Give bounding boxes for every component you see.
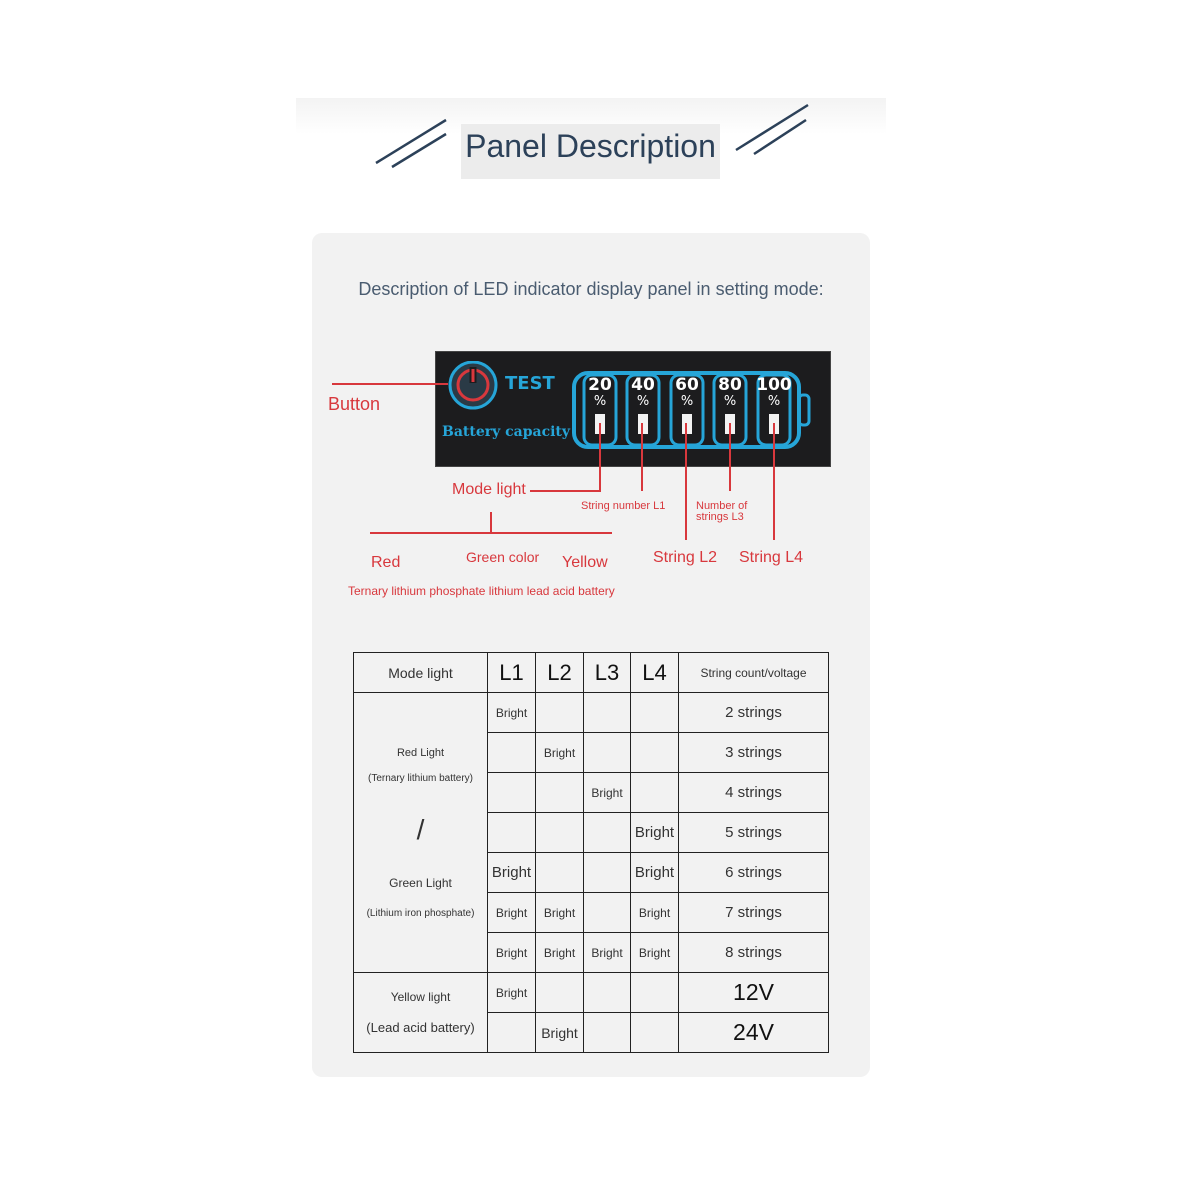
level-40-label: 40 (631, 375, 655, 395)
row4-l3 (584, 813, 631, 853)
row2-l1 (488, 733, 536, 773)
row2-l4 (631, 733, 679, 773)
callout-red: Red (371, 554, 401, 571)
header-l4: L4 (631, 653, 679, 693)
row4-l4: Bright (631, 813, 679, 853)
callout-strings-l3-line2: strings L3 (696, 511, 744, 523)
row2-value: 3 strings (679, 733, 829, 773)
card-subtitle: Description of LED indicator display panel in setting mode: (358, 279, 824, 299)
callout-strings-l3-line1: Number of (696, 500, 748, 512)
row7-l4: Bright (631, 933, 679, 973)
row4-l2 (536, 813, 584, 853)
row7-l3: Bright (584, 933, 631, 973)
red-light-label: Red Light (396, 746, 445, 759)
row5-l2 (536, 853, 584, 893)
row9-l1 (488, 1013, 536, 1053)
row8-value: 12V (679, 973, 829, 1013)
row6-value: 7 strings (679, 893, 829, 933)
row3-l1 (488, 773, 536, 813)
table-row (354, 693, 829, 733)
callout-mode-light: Mode light (452, 481, 526, 498)
mode-light-table (353, 652, 829, 1053)
header-string-count: String count/voltage (679, 653, 829, 693)
row6-l1: Bright (488, 893, 536, 933)
callout-yellow: Yellow (562, 554, 608, 571)
row3-l2 (536, 773, 584, 813)
row8-l3 (584, 973, 631, 1013)
level-60-percent: % (680, 394, 694, 409)
green-light-type: (Lithium iron phosphate) (366, 907, 475, 919)
row5-l1: Bright (488, 853, 536, 893)
yellow-light-type: (Lead acid battery) (366, 1020, 475, 1035)
row1-l3 (584, 693, 631, 733)
row9-l3 (584, 1013, 631, 1053)
row8-l4 (631, 973, 679, 1013)
page-title: Panel Description (465, 128, 716, 164)
header-l3: L3 (584, 653, 631, 693)
yellow-mode-cell (354, 973, 488, 1053)
row1-l1: Bright (488, 693, 536, 733)
row1-value: 2 strings (679, 693, 829, 733)
yellow-light-label: Yellow light (390, 990, 451, 1004)
row5-value: 6 strings (679, 853, 829, 893)
row4-value: 5 strings (679, 813, 829, 853)
row7-value: 8 strings (679, 933, 829, 973)
slash-separator: / (416, 813, 425, 845)
callout-string-l2: String L2 (653, 549, 718, 566)
red-green-mode-cell (354, 693, 488, 973)
red-light-type: (Ternary lithium battery) (367, 772, 474, 784)
row9-l2: Bright (536, 1013, 584, 1053)
row1-l2 (536, 693, 584, 733)
row5-l3 (584, 853, 631, 893)
level-20-label: 20 (588, 375, 612, 395)
header-mode-light: Mode light (354, 653, 488, 693)
callout-green: Green color (466, 549, 540, 565)
row8-l1: Bright (488, 973, 536, 1013)
header-l1: L1 (488, 653, 536, 693)
level-40-percent: % (636, 394, 650, 409)
callout-string-l4: String L4 (739, 549, 804, 566)
level-20-percent: % (593, 394, 607, 409)
callout-battery-types: Ternary lithium phosphate lithium lead acid battery (348, 584, 615, 598)
level-80-percent: % (723, 394, 737, 409)
row2-l3 (584, 733, 631, 773)
row3-l4 (631, 773, 679, 813)
table-row (354, 973, 829, 1013)
header-l2: L2 (536, 653, 584, 693)
row6-l4: Bright (631, 893, 679, 933)
row6-l3 (584, 893, 631, 933)
table-header-row (354, 653, 829, 693)
callout-string-l1: String number L1 (581, 500, 666, 512)
row4-l1 (488, 813, 536, 853)
level-100-percent: % (767, 394, 781, 409)
callout-button: Button (328, 394, 381, 414)
test-label: TEST (505, 373, 555, 394)
level-60-label: 60 (675, 375, 699, 395)
row8-l2 (536, 973, 584, 1013)
row6-l2: Bright (536, 893, 584, 933)
level-80-label: 80 (718, 375, 742, 395)
row3-l3: Bright (584, 773, 631, 813)
green-light-label: Green Light (389, 875, 452, 890)
row9-value: 24V (679, 1013, 829, 1053)
row7-l1: Bright (488, 933, 536, 973)
row5-l4: Bright (631, 853, 679, 893)
level-100-label: 100 (756, 375, 792, 395)
row9-l4 (631, 1013, 679, 1053)
callout-strings-l3 (696, 501, 747, 523)
row2-l2: Bright (536, 733, 584, 773)
row3-value: 4 strings (679, 773, 829, 813)
battery-capacity-label: Battery capacity (442, 424, 571, 440)
row1-l4 (631, 693, 679, 733)
row7-l2: Bright (536, 933, 584, 973)
